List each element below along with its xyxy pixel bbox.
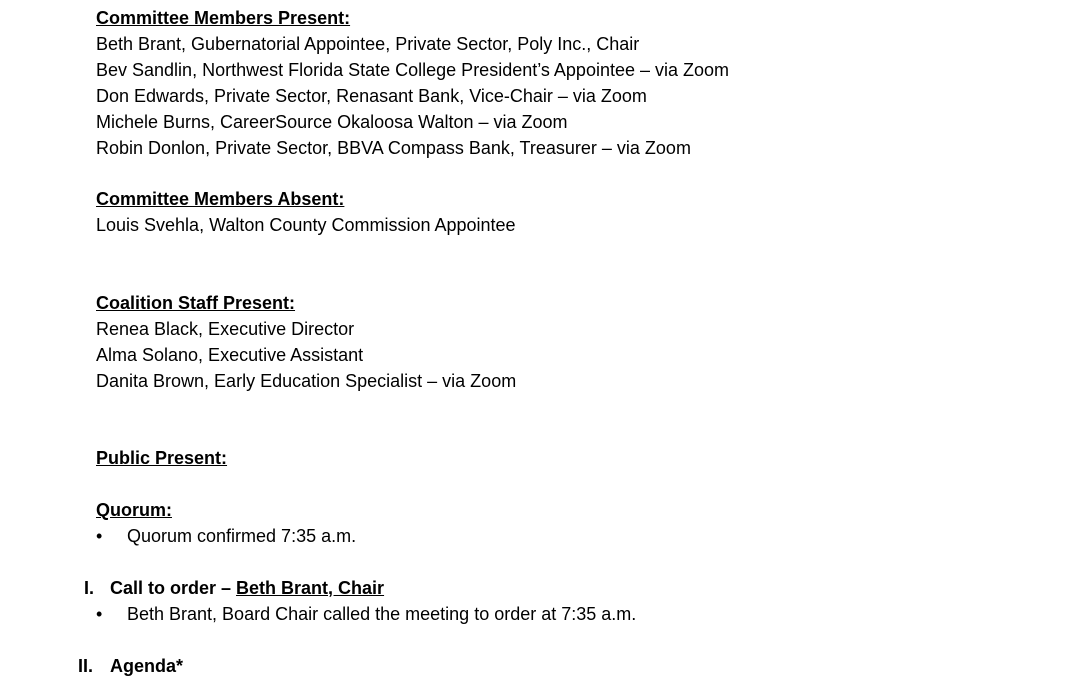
- quorum-item-text: Quorum confirmed 7:35 a.m.: [127, 526, 357, 546]
- section-agenda: [78, 654, 183, 678]
- present-member: Robin Donlon, Private Sector, BBVA Compass Bank, Treasurer – via Zoom: [96, 138, 691, 158]
- call-to-order-item-text: Beth Brant, Board Chair called the meeting to order at 7:35 a.m.: [127, 604, 637, 624]
- staff-member: Renea Black, Executive Director: [96, 319, 355, 339]
- staff-member: Alma Solano, Executive Assistant: [96, 345, 364, 365]
- section-title: Agenda*: [110, 656, 184, 676]
- staff-member: Danita Brown, Early Education Specialist – via Zoom: [96, 371, 517, 391]
- quorum-heading: Quorum:: [96, 500, 172, 520]
- absent-heading: Committee Members Absent:: [96, 189, 345, 209]
- present-member: Michele Burns, CareerSource Okaloosa Walton – via Zoom: [96, 112, 568, 132]
- bullet-icon: •: [96, 604, 103, 624]
- bullet-icon: •: [96, 526, 103, 546]
- present-member: Don Edwards, Private Sector, Renasant Bank, Vice-Chair – via Zoom: [96, 86, 647, 106]
- present-member: Bev Sandlin, Northwest Florida State College President’s Appointee – via Zoom: [96, 60, 730, 80]
- present-member: Beth Brant, Gubernatorial Appointee, Private Sector, Poly Inc., Chair: [96, 34, 640, 54]
- section-number: II.: [78, 656, 94, 676]
- section-title: [110, 576, 384, 600]
- section-title-prefix: Call to order –: [110, 578, 237, 598]
- section-number: I.: [84, 578, 95, 598]
- staff-heading: Coalition Staff Present:: [96, 293, 296, 313]
- section-title-underlined: Beth Brant, Chair: [236, 578, 385, 598]
- section-call-to-order: [84, 576, 384, 600]
- absent-member: Louis Svehla, Walton County Commission Appointee: [96, 215, 516, 235]
- public-heading: Public Present:: [96, 448, 228, 468]
- present-heading: Committee Members Present:: [96, 8, 351, 28]
